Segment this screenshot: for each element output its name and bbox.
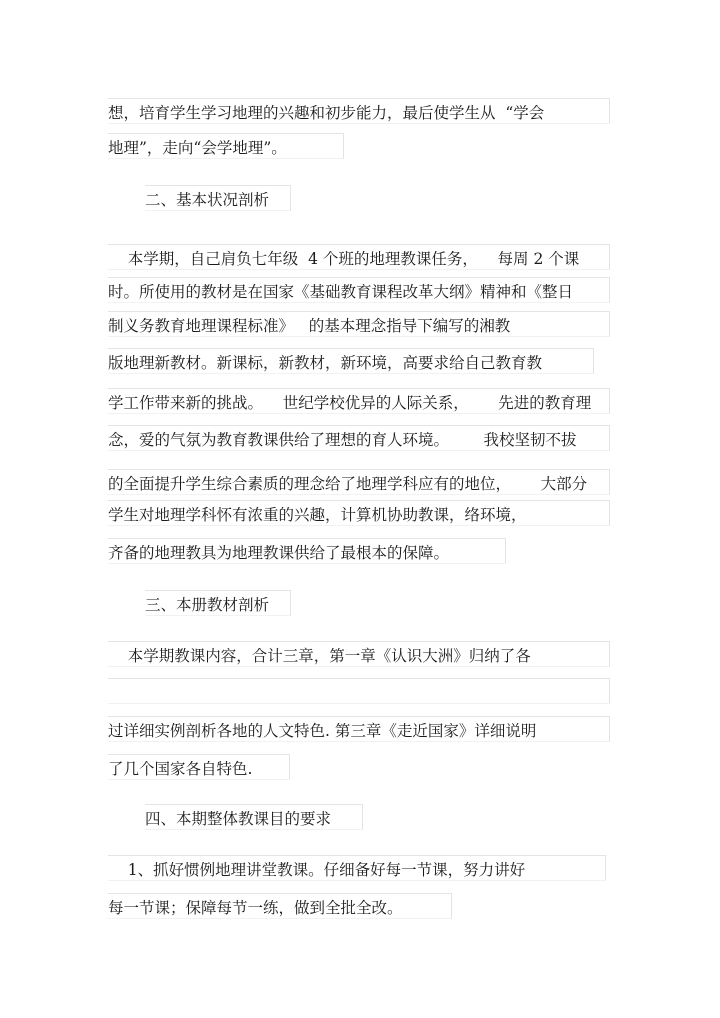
body-text-line: 1、抓好惯例地理讲堂教课。仔细备好每一节课，努力讲好	[108, 855, 606, 881]
body-text-line: 了几个国家各自特色.	[108, 754, 290, 780]
body-text-line: 过详细实例剖析各地的人文特色. 第三章《走近国家》详细说明	[108, 716, 610, 742]
body-text-line	[108, 678, 610, 704]
body-text-line: 时。所使用的教材是在国家《基础教育课程改革大纲》精神和《整日	[108, 277, 610, 303]
body-text-line: 地理”，走向“会学地理”。	[108, 133, 344, 159]
body-text-line: 版地理新教材。新课标，新教材，新环境，高要求给自己教育教	[108, 348, 594, 374]
section-heading-teaching-goals: 四、本期整体教课目的要求	[145, 804, 363, 830]
body-text-line: 念，爱的气氛为教育教课供给了理想的育人环境。 我校坚韧不拔	[108, 425, 610, 451]
section-heading-textbook-analysis: 三、本册教材剖析	[145, 590, 291, 616]
body-text-line: 制义务教育地理课程标准》 的基本理念指导下编写的湘教	[108, 311, 610, 337]
body-text-line: 学工作带来新的挑战。 世纪学校优异的人际关系， 先进的教育理	[108, 388, 610, 414]
body-text-line: 本学期，自己肩负七年级 4 个班的地理教课任务， 每周 2 个课	[108, 244, 610, 270]
body-text-line: 学生对地理学科怀有浓重的兴趣，计算机协助教课，络环境，	[108, 500, 610, 526]
body-text-line: 的全面提升学生综合素质的理念给了地理学科应有的地位， 大部分	[108, 469, 610, 495]
body-text-line: 每一节课；保障每节一练，做到全批全改。	[108, 893, 452, 919]
body-text-line: 本学期教课内容，合计三章，第一章《认识大洲》归纳了各	[108, 641, 610, 667]
section-heading-basic-situation: 二、基本状况剖析	[145, 185, 291, 211]
body-text-line: 齐备的地理教具为地理教课供给了最根本的保障。	[108, 538, 506, 564]
body-text-line: 想，培育学生学习地理的兴趣和初步能力，最后使学生从 “学会	[108, 98, 610, 124]
